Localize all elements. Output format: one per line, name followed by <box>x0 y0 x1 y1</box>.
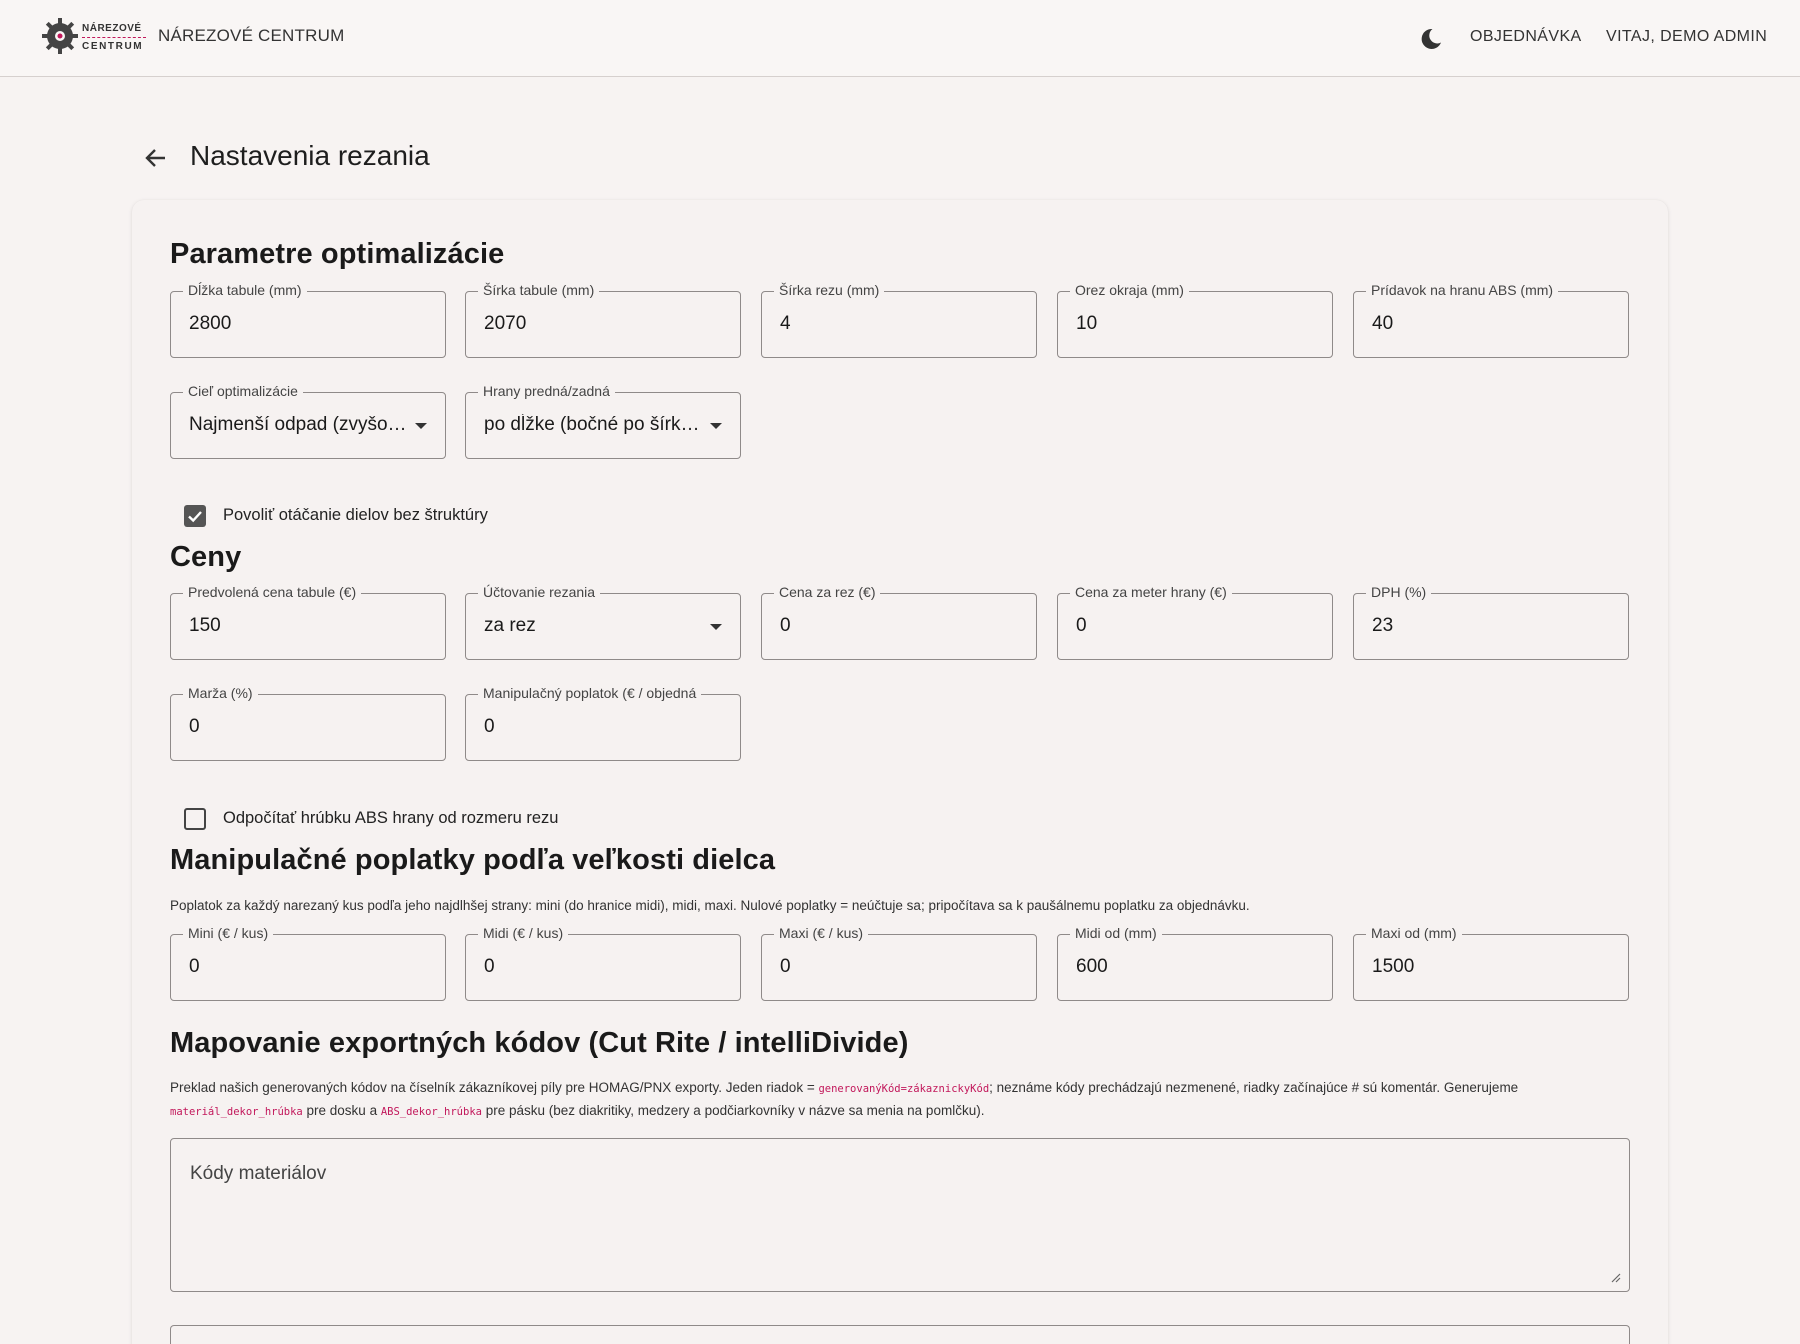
field-value[interactable]: 2070 <box>484 313 527 334</box>
margin-field[interactable] <box>170 685 446 761</box>
field-label: Midi od (mm) <box>1070 925 1162 941</box>
field-value[interactable]: 10 <box>1076 313 1098 334</box>
hint-text: pre dosku a <box>306 1103 381 1118</box>
checkmark-icon <box>184 505 206 527</box>
section-title-prices: Ceny <box>170 541 242 573</box>
arrow-left-icon[interactable] <box>142 144 170 172</box>
field-label: DPH (%) <box>1366 584 1431 600</box>
dropdown-arrow-icon[interactable] <box>710 423 722 429</box>
dropdown-arrow-icon[interactable] <box>415 423 427 429</box>
subtract-abs-checkbox[interactable] <box>184 808 206 830</box>
field-value[interactable]: 23 <box>1372 615 1394 636</box>
logo[interactable] <box>40 14 150 58</box>
field-value[interactable]: 40 <box>1372 313 1394 334</box>
cutting-billing-select[interactable] <box>465 584 741 660</box>
select-value[interactable]: Najmenší odpad (zvyšo… <box>189 414 407 435</box>
brand-title[interactable]: NÁREZOVÉ CENTRUM <box>158 26 345 45</box>
dropdown-arrow-icon[interactable] <box>710 624 722 630</box>
field-label: Cena za meter hrany (€) <box>1070 584 1232 600</box>
field-label: Marža (%) <box>183 685 258 701</box>
section-title-handling-fees: Manipulačné poplatky podľa veľkosti dielca <box>170 844 776 876</box>
field-label: Orez okraja (mm) <box>1070 282 1189 298</box>
edges-front-back-select[interactable] <box>465 383 741 459</box>
field-value[interactable]: 0 <box>189 956 200 977</box>
subtract-abs-label[interactable]: Odpočítať hrúbku ABS hrany od rozmeru rezu <box>223 809 559 827</box>
rotate-parts-checkbox[interactable] <box>184 505 206 527</box>
field-label: Dĺžka tabule (mm) <box>183 282 307 298</box>
board-length-field[interactable] <box>170 282 446 358</box>
section-title-export-mapping: Mapovanie exportných kódov (Cut Rite / intelliDivide) <box>170 1027 909 1059</box>
hint-code: ABS_dekor_hrúbka <box>380 1106 482 1118</box>
moon-icon[interactable] <box>1418 26 1444 52</box>
field-value[interactable]: 600 <box>1076 956 1108 977</box>
field-value[interactable]: 0 <box>484 956 495 977</box>
field-label: Účtovanie rezania <box>478 584 600 600</box>
select-value[interactable]: za rez <box>484 615 536 636</box>
user-menu-button[interactable]: VITAJ, DEMO ADMIN <box>1606 28 1768 45</box>
field-value[interactable]: 2800 <box>189 313 232 334</box>
field-value[interactable]: 0 <box>780 615 791 636</box>
export-mapping-hint <box>170 1077 1630 1123</box>
textarea-label: Kódy materiálov <box>190 1163 327 1184</box>
hint-code: generovanýKód=zákaznickyKód <box>818 1083 990 1095</box>
handling-fee-field[interactable] <box>465 685 741 761</box>
field-label: Hrany predná/zadná <box>478 383 615 399</box>
field-label: Šírka rezu (mm) <box>774 282 884 298</box>
maxi-fee-field[interactable] <box>761 925 1037 1001</box>
section-title-optimization: Parametre optimalizácie <box>170 238 505 270</box>
next-textarea[interactable] <box>170 1325 1630 1344</box>
hint-code: materiál_dekor_hrúbka <box>170 1106 303 1118</box>
field-label: Midi (€ / kus) <box>478 925 568 941</box>
default-board-price-field[interactable] <box>170 584 446 660</box>
resize-handle-icon[interactable] <box>1607 1269 1621 1283</box>
field-label: Šírka tabule (mm) <box>478 282 599 298</box>
midi-from-field[interactable] <box>1057 925 1333 1001</box>
select-value[interactable]: po dĺžke (bočné po šírk… <box>484 414 700 435</box>
nav-order-link[interactable]: OBJEDNÁVKA <box>1470 28 1582 45</box>
logo-text-top: NÁREZOVÉ <box>82 23 142 34</box>
rotate-parts-label[interactable]: Povoliť otáčanie dielov bez štruktúry <box>223 506 488 524</box>
field-value[interactable]: 0 <box>780 956 791 977</box>
hint-text: ; neznáme kódy prechádzajú nezmenené, riadky začínajúce # sú komentár. Generujeme <box>989 1080 1519 1095</box>
optimization-goal-select[interactable] <box>170 383 446 459</box>
field-value[interactable]: 4 <box>780 313 791 334</box>
field-value[interactable]: 0 <box>484 716 495 737</box>
field-value[interactable]: 0 <box>1076 615 1087 636</box>
field-label: Mini (€ / kus) <box>183 925 273 941</box>
edge-meter-price-field[interactable] <box>1057 584 1333 660</box>
saw-blade-icon <box>40 16 80 56</box>
cut-price-field[interactable] <box>761 584 1037 660</box>
material-codes-textarea[interactable] <box>170 1138 1630 1292</box>
handling-fees-hint: Poplatok za každý narezaný kus podľa jeho najdlhšej strany: mini (do hranice midi), midi, maxi. Nulové poplatky = neúčtuje sa; pripočítava sa k paušálnemu poplatku za objednávku. <box>170 898 1250 913</box>
mini-fee-field[interactable] <box>170 925 446 1001</box>
board-width-field[interactable] <box>465 282 741 358</box>
field-value[interactable]: 0 <box>189 716 200 737</box>
field-label: Maxi (€ / kus) <box>774 925 868 941</box>
midi-fee-field[interactable] <box>465 925 741 1001</box>
field-value[interactable]: 1500 <box>1372 956 1415 977</box>
logo-text-bottom: CENTRUM <box>82 41 144 52</box>
field-value[interactable]: 150 <box>189 615 221 636</box>
field-label: Predvolená cena tabule (€) <box>183 584 361 600</box>
field-label: Cena za rez (€) <box>774 584 880 600</box>
maxi-from-field[interactable] <box>1353 925 1629 1001</box>
kerf-width-field[interactable] <box>761 282 1037 358</box>
hint-text: pre pásku (bez diakritiky, medzery a podčiarkovníky v názve sa menia na pomlčku). <box>481 1103 985 1118</box>
edge-trim-field[interactable] <box>1057 282 1333 358</box>
hint-text: Preklad našich generovaných kódov na číselník zákazníkovej píly pre HOMAG/PNX exporty. Jeden riadok = <box>170 1080 819 1095</box>
field-label: Cieľ optimalizácie <box>183 383 303 399</box>
field-label: Prídavok na hranu ABS (mm) <box>1366 282 1558 298</box>
logo-divider <box>82 37 146 38</box>
top-app-bar <box>0 0 1800 77</box>
abs-allowance-field[interactable] <box>1353 282 1629 358</box>
vat-field[interactable] <box>1353 584 1629 660</box>
page-title: Nastavenia rezania <box>190 140 430 171</box>
field-label: Maxi od (mm) <box>1366 925 1462 941</box>
field-label: Manipulačný poplatok (€ / objedná <box>478 685 701 701</box>
